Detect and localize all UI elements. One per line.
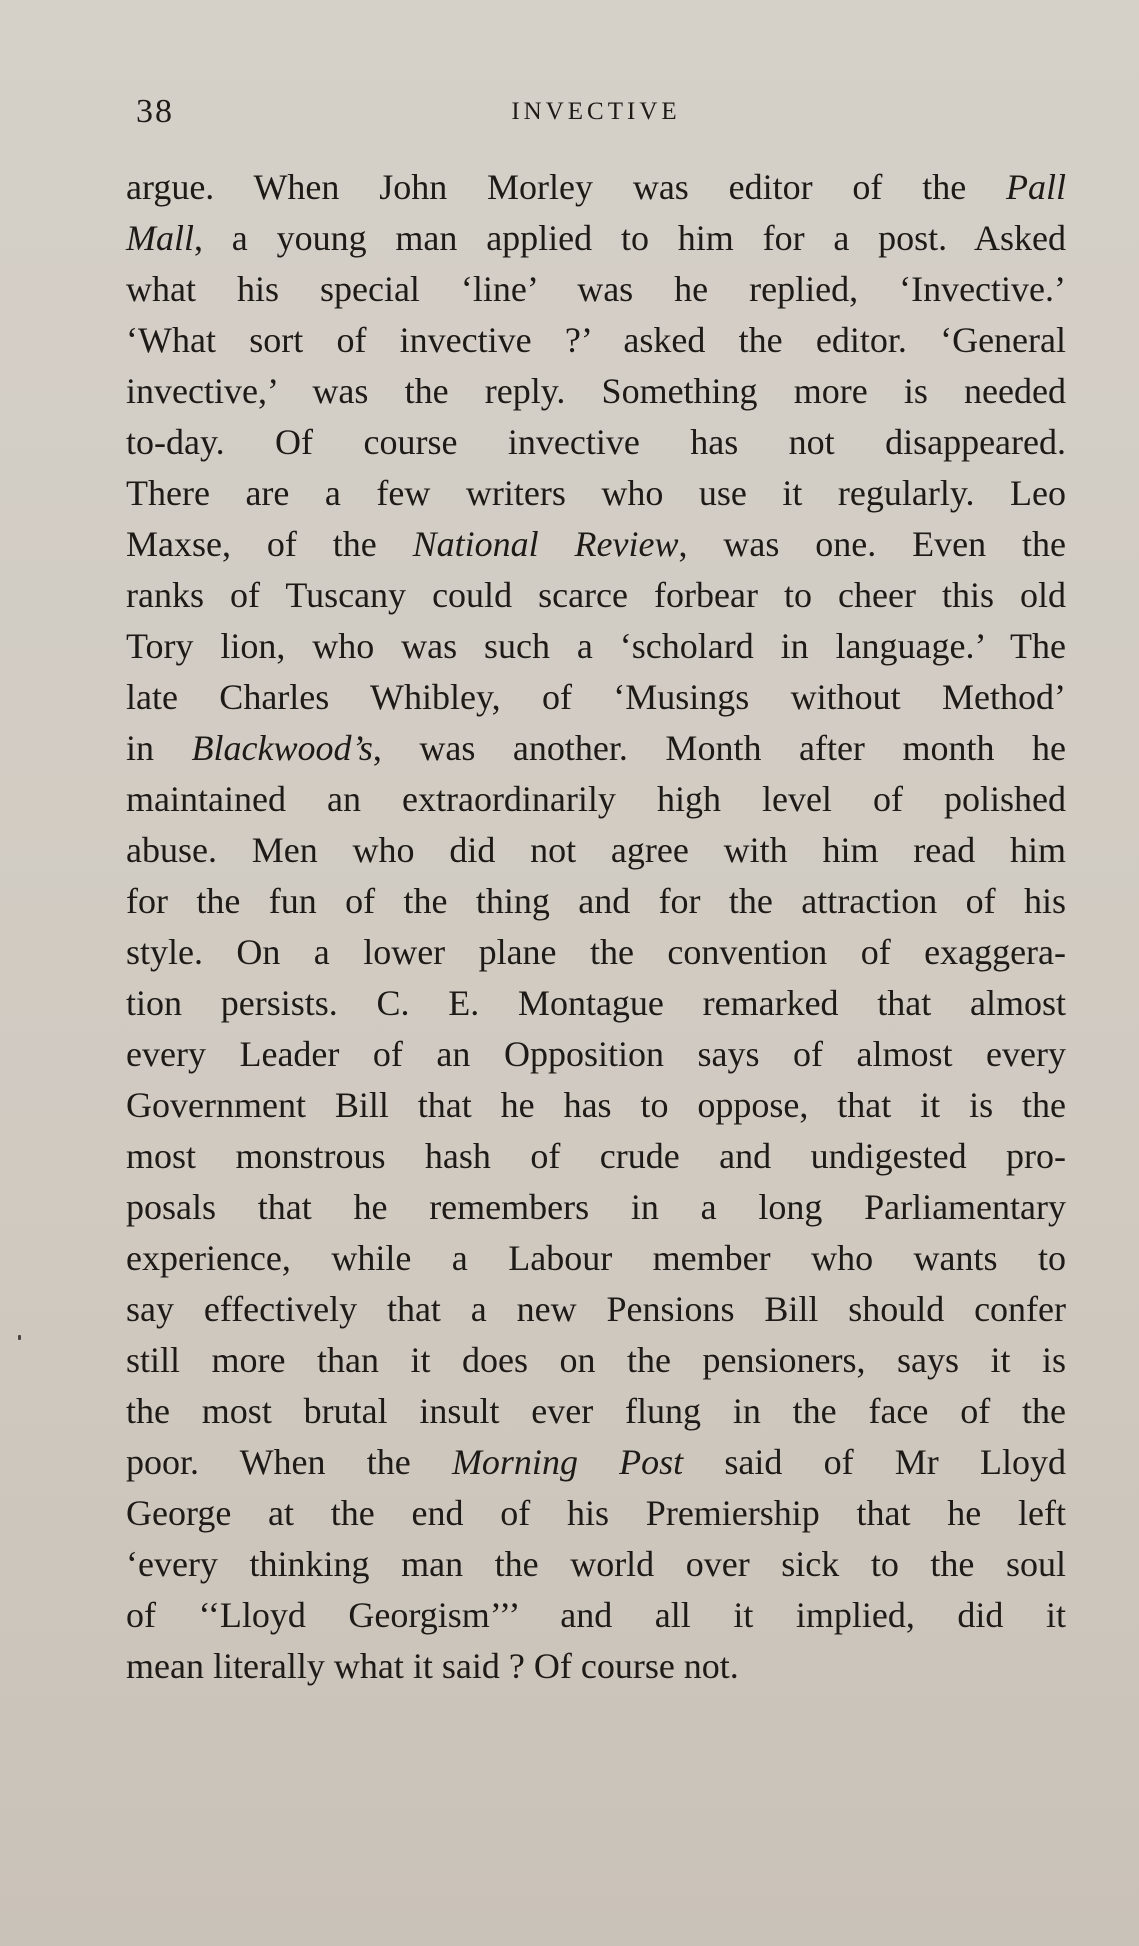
text-line-content — [126, 213, 1066, 264]
text-line — [126, 1386, 1066, 1437]
text-line-content — [126, 672, 1066, 723]
text-segment: still more than it does on the pensioners, says it is — [126, 1340, 1066, 1380]
text-line — [126, 825, 1066, 876]
text-line-content — [126, 1284, 1066, 1335]
text-line-content — [126, 1590, 1066, 1641]
text-segment: invective,’ was the reply. Something more is needed — [126, 371, 1066, 411]
text-line — [126, 1080, 1066, 1131]
text-line — [126, 978, 1066, 1029]
text-line — [126, 1335, 1066, 1386]
text-line — [126, 1488, 1066, 1539]
text-segment: said of Mr Lloyd — [683, 1442, 1066, 1482]
text-line — [126, 1641, 1066, 1692]
text-segment: abuse. Men who did not agree with him read him — [126, 830, 1066, 870]
text-line-content — [126, 417, 1066, 468]
text-line-content — [126, 264, 1066, 315]
text-line-content — [126, 570, 1066, 621]
text-line-content — [126, 621, 1066, 672]
text-segment: posals that he remembers in a long Parliamentary — [126, 1187, 1066, 1227]
text-segment: Government Bill that he has to oppose, that it is the — [126, 1085, 1066, 1125]
text-segment: most monstrous hash of crude and undigested pro- — [126, 1136, 1066, 1176]
text-line — [126, 1539, 1066, 1590]
text-line — [126, 927, 1066, 978]
text-line-content — [126, 1182, 1066, 1233]
italic-title: Blackwood’s — [191, 728, 373, 768]
text-line — [126, 417, 1066, 468]
text-line-content — [126, 468, 1066, 519]
text-line — [126, 366, 1066, 417]
text-line-content — [126, 1641, 1066, 1692]
text-segment: style. On a lower plane the convention of exaggera- — [126, 932, 1066, 972]
text-line-content — [126, 1233, 1066, 1284]
text-line-content — [126, 876, 1066, 927]
text-line-content — [126, 1386, 1066, 1437]
text-line-content — [126, 927, 1066, 978]
text-segment: , was one. Even the — [678, 524, 1066, 564]
text-segment: mean literally what it said ? Of course not. — [126, 1646, 739, 1686]
text-line-content — [126, 723, 1066, 774]
text-segment: what his special ‘line’ was he replied, ‘Invective.’ — [126, 269, 1066, 309]
text-segment: experience, while a Labour member who wants to — [126, 1238, 1066, 1278]
text-segment: Maxse, of the — [126, 524, 413, 564]
text-segment: , a young man applied to him for a post. Asked — [194, 218, 1066, 258]
italic-title: National Review — [412, 524, 679, 564]
text-segment: There are a few writers who use it regularly. Leo — [126, 473, 1066, 513]
page-number: 38 — [136, 93, 174, 130]
body-text — [126, 162, 1066, 1692]
text-line-content — [126, 1437, 1066, 1488]
italic-title: Morning Post — [451, 1442, 684, 1482]
text-line-content — [126, 825, 1066, 876]
text-line-content — [126, 1335, 1066, 1386]
text-line-content — [126, 519, 1066, 570]
text-line-content — [126, 1131, 1066, 1182]
text-line — [126, 315, 1066, 366]
text-segment: ‘What sort of invective ?’ asked the editor. ‘General — [126, 320, 1066, 360]
text-segment: argue. When John Morley was editor of the — [126, 167, 1006, 207]
text-line — [126, 723, 1066, 774]
text-segment: , was another. Month after month he — [372, 728, 1066, 768]
text-line-content — [126, 315, 1066, 366]
italic-title: Pall — [1006, 167, 1066, 207]
text-segment: of ‘‘Lloyd Georgism’’’ and all it implied, did it — [126, 1595, 1066, 1635]
text-line-content — [126, 1539, 1066, 1590]
text-segment: say effectively that a new Pensions Bill should confer — [126, 1289, 1066, 1329]
text-line-content — [126, 162, 1066, 213]
running-title: INVECTIVE — [511, 98, 681, 125]
text-line-content — [126, 1080, 1066, 1131]
text-line-content — [126, 366, 1066, 417]
text-line — [126, 519, 1066, 570]
text-line — [126, 1284, 1066, 1335]
text-segment: in — [126, 728, 192, 768]
text-segment: Tory lion, who was such a ‘scholard in language.’ The — [126, 626, 1066, 666]
text-line — [126, 1029, 1066, 1080]
text-segment: ranks of Tuscany could scarce forbear to cheer this old — [126, 575, 1066, 615]
text-line — [126, 1233, 1066, 1284]
text-segment: to-day. Of course invective has not disappeared. — [126, 422, 1066, 462]
text-segment: poor. When the — [126, 1442, 452, 1482]
text-line-content — [126, 1029, 1066, 1080]
text-line-content — [126, 774, 1066, 825]
text-segment: maintained an extraordinarily high level of polished — [126, 779, 1066, 819]
text-line — [126, 162, 1066, 213]
italic-title: Mall — [126, 218, 194, 258]
text-segment: George at the end of his Premiership that he left — [126, 1493, 1066, 1533]
text-line-content — [126, 978, 1066, 1029]
text-line — [126, 1131, 1066, 1182]
text-line — [126, 876, 1066, 927]
text-line — [126, 570, 1066, 621]
text-line — [126, 774, 1066, 825]
page-header — [126, 93, 1066, 143]
text-line — [126, 621, 1066, 672]
text-line — [126, 1590, 1066, 1641]
text-segment: ‘every thinking man the world over sick to the soul — [126, 1544, 1066, 1584]
text-segment: late Charles Whibley, of ‘Musings without Method’ — [126, 677, 1066, 717]
text-segment: every Leader of an Opposition says of almost every — [126, 1034, 1066, 1074]
text-line — [126, 1437, 1066, 1488]
text-line — [126, 1182, 1066, 1233]
text-segment: tion persists. C. E. Montague remarked that almost — [126, 983, 1066, 1023]
text-segment: for the fun of the thing and for the attraction of his — [126, 881, 1066, 921]
text-line — [126, 672, 1066, 723]
text-line-content — [126, 1488, 1066, 1539]
text-line — [126, 213, 1066, 264]
text-line — [126, 264, 1066, 315]
margin-speck — [18, 1335, 21, 1340]
text-segment: the most brutal insult ever flung in the face of the — [126, 1391, 1066, 1431]
text-line — [126, 468, 1066, 519]
